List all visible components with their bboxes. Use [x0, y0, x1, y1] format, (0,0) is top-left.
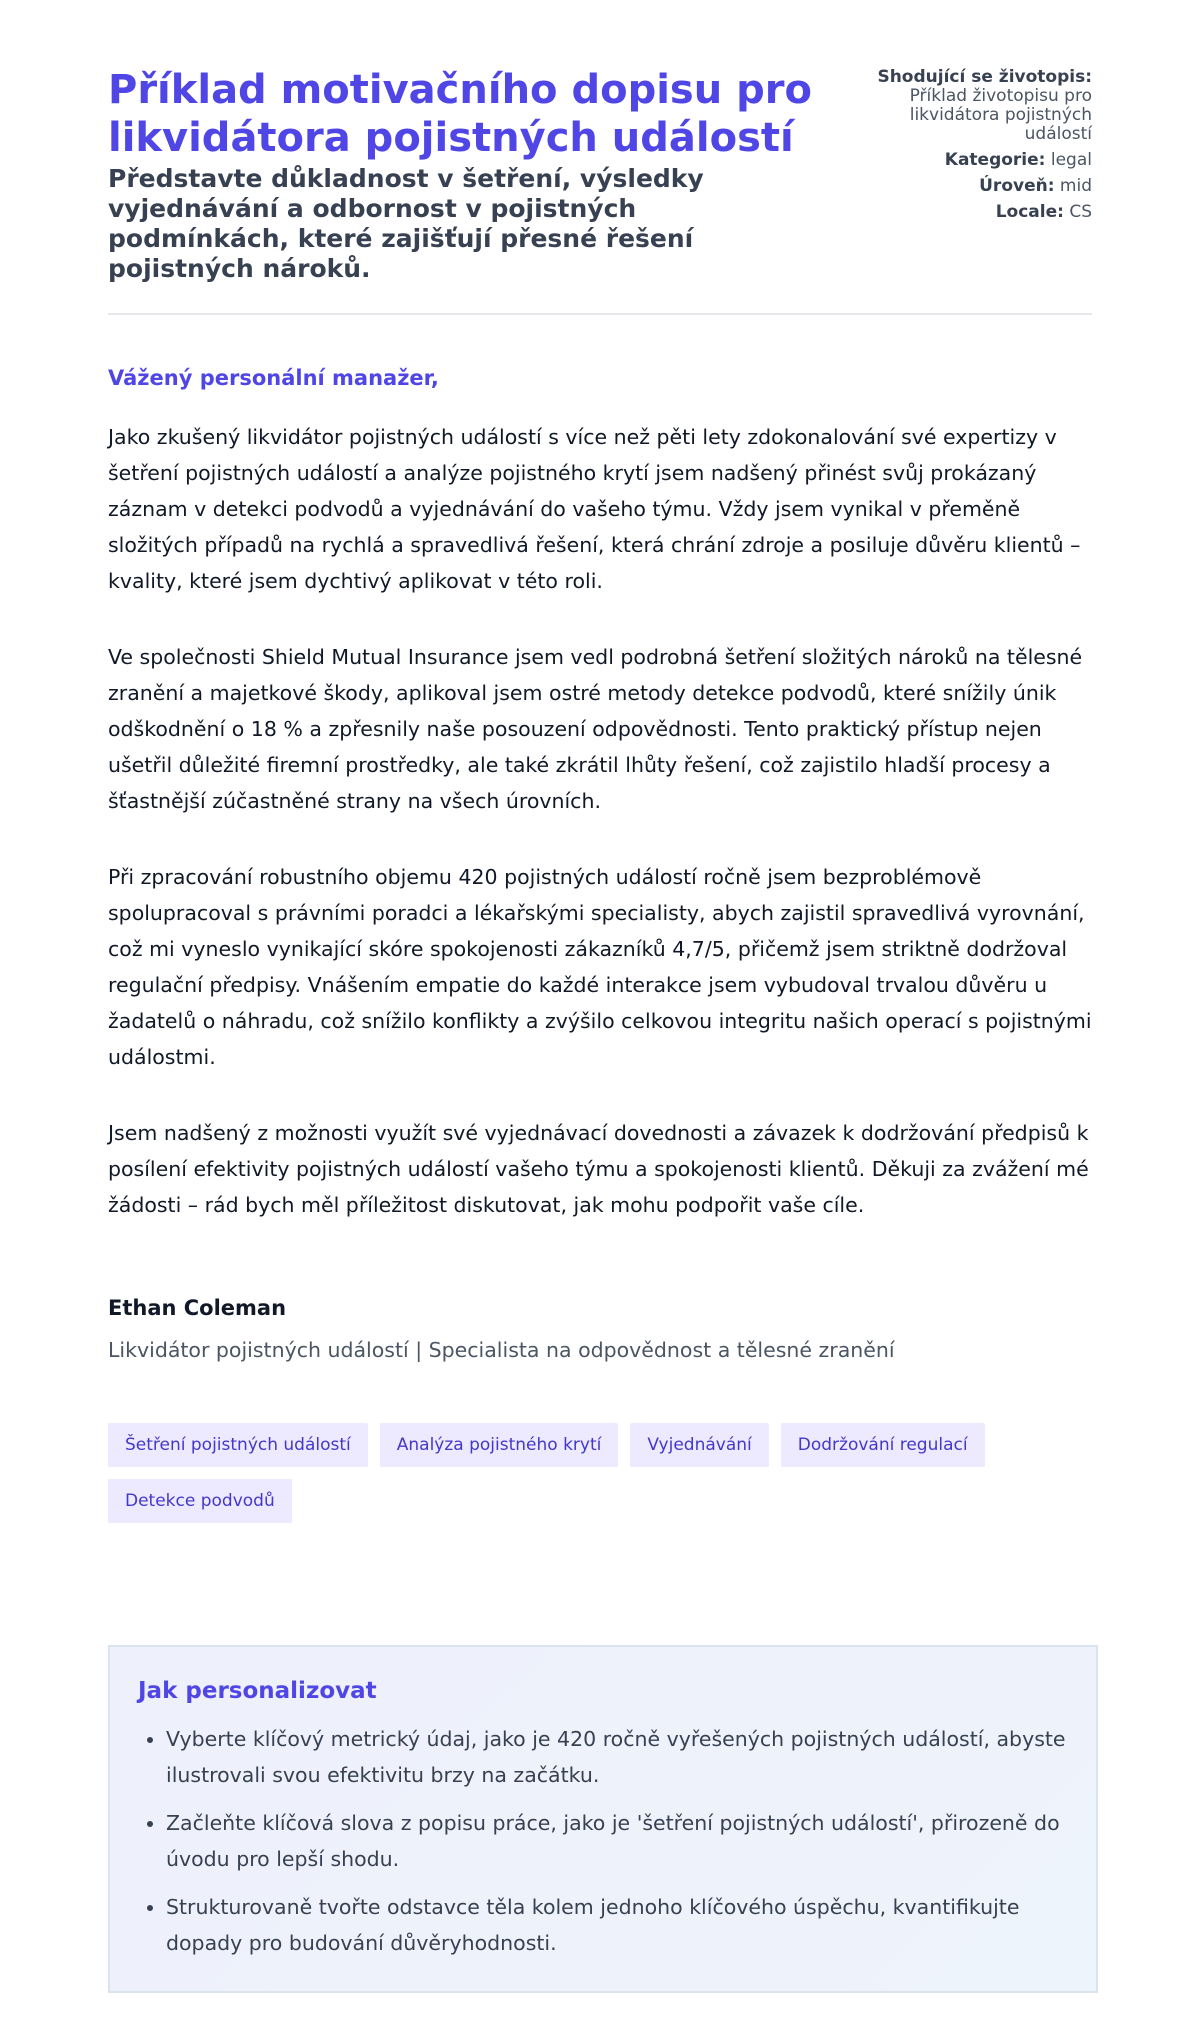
letter-body [108, 365, 1092, 1223]
meta-category-label: Kategorie: [944, 150, 1046, 170]
skill-tags [108, 1423, 1098, 1535]
meta-matching-label: Shodující se životopis: [877, 67, 1092, 87]
meta-category-value: legal [1050, 150, 1092, 170]
page-title: Příklad motivačního dopisu pro likvidátora pojistných událostí [108, 67, 812, 161]
meta-locale [792, 203, 1092, 222]
meta-matching-resume [792, 68, 1092, 144]
skill-tag: Vyjednávání [630, 1423, 768, 1467]
tips-list [138, 1721, 1068, 1961]
meta-locale-label: Locale: [995, 202, 1064, 222]
signature-title: Likvidátor pojistných událostí | Specialista na odpovědnost a tělesné zranění [108, 1338, 895, 1362]
meta-level-value: mid [1059, 176, 1092, 196]
tips-list-item: • Vyberte klíčový metrický údaj, jako je 420 ročně vyřešených pojistných událostí, abyste ilustrovali svou efektivitu brzy na začátku. [166, 1721, 1068, 1793]
letter-paragraph: Jsem nadšený z možnosti využít své vyjednávací dovednosti a závazek k dodržování předpisů k posílení efektivity pojistných událostí vašeho týmu a spokojenosti klientů. Děkuji za zvážení mé žádosti – rád bych měl příležitost diskutovat, jak mohu podpořit vaše cíle. [108, 1121, 1089, 1217]
meta-level [792, 177, 1092, 196]
meta-panel [792, 68, 1092, 229]
tips-title: Jak personalizovat [138, 1678, 377, 1704]
tips-list-item: • Začleňte klíčová slova z popisu práce, jako je 'šetření pojistných událostí', přirozeně do úvodu pro lepší shodu. [166, 1805, 1068, 1877]
letter-salutation: Vážený personální manažer, [108, 366, 439, 390]
skill-tag: Šetření pojistných událostí [108, 1423, 368, 1467]
letter-paragraph: Ve společnosti Shield Mutual Insurance jsem vedl podrobná šetření složitých nároků na tělesné zranění a majetkové škody, aplikoval jsem ostré metody detekce podvodů, které snížily únik odškodnění o 18 % a zpřesnily naše posouzení odpovědnosti. Tento praktický přístup nejen ušetřil důležité firemní prostředky, ale také zkrátil lhůty řešení, což zajistilo hladší procesy a šťastnější zúčastněné strany na všech úrovních. [108, 645, 1083, 813]
tips-list-item: • Strukturovaně tvořte odstavce těla kolem jednoho klíčového úspěchu, kvantifikujte dopady pro budování důvěryhodnosti. [166, 1889, 1068, 1961]
skill-tag: Analýza pojistného krytí [380, 1423, 619, 1467]
meta-level-label: Úroveň: [979, 176, 1055, 196]
skill-tag: Dodržování regulací [781, 1423, 985, 1467]
meta-locale-value: CS [1069, 202, 1092, 222]
signature-name: Ethan Coleman [108, 1296, 287, 1320]
page-header [108, 0, 1092, 315]
meta-matching-value[interactable]: Příklad životopisu pro likvidátora pojistných událostí [909, 86, 1092, 144]
meta-category [792, 151, 1092, 170]
personalization-tips-box [108, 1645, 1098, 1993]
skill-tag: Detekce podvodů [108, 1479, 292, 1523]
signature-block [108, 1295, 1092, 1363]
page-subtitle: Představte důkladnost v šetření, výsledky vyjednávání a odbornost v pojistných podmínkách, které zajišťují přesné řešení pojistných nároků. [108, 164, 704, 283]
letter-paragraph: Jako zkušený likvidátor pojistných událostí s více než pěti lety zdokonalování své expertizy v šetření pojistných událostí a analýze pojistného krytí jsem nadšený přinést svůj prokázaný záznam v detekci podvodů a vyjednávání do vašeho týmu. Vždy jsem vynikal v přeměně složitých případů na rychlá a spravedlivá řešení, která chrání zdroje a posiluje důvěru klientů – kvality, které jsem dychtivý aplikovat v této roli. [108, 425, 1081, 593]
letter-paragraph: Při zpracování robustního objemu 420 pojistných událostí ročně jsem bezproblémově spolupracoval s právními poradci a lékařskými specialisty, abych zajistil spravedlivá vyrovnání, což mi vyneslo vynikající skóre spokojenosti zákazníků 4,7/5, přičemž jsem striktně dodržoval regulační předpisy. Vnášením empatie do každé interakce jsem vybudoval trvalou důvěru u žadatelů o náhradu, což snížilo konflikty a zvýšilo celkovou integritu našich operací s pojistnými událostmi. [108, 865, 1092, 1069]
